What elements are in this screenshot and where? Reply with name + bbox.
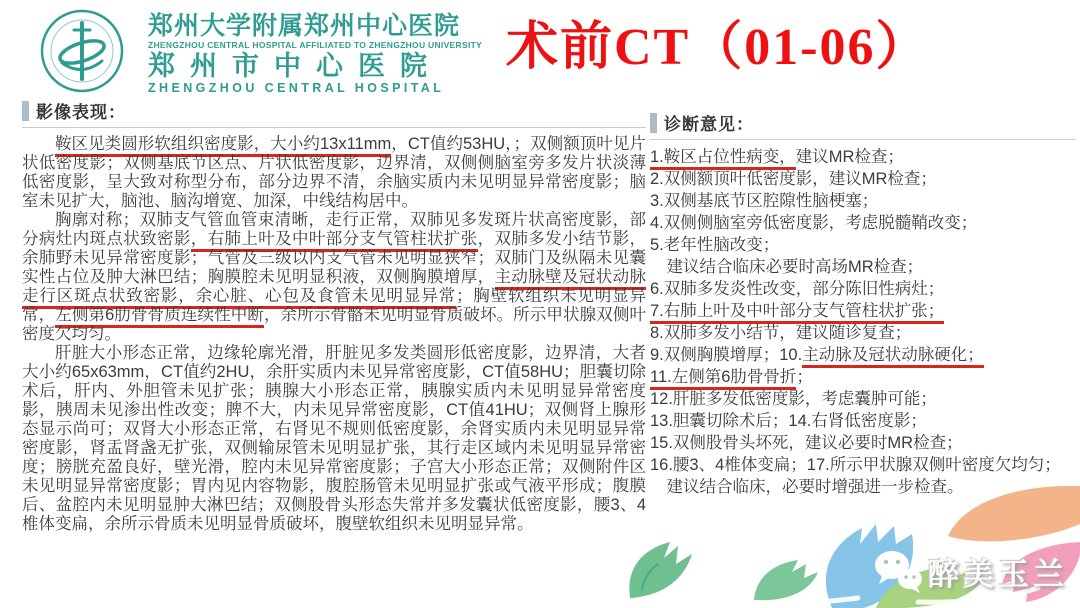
hospital-cn-line2: 郑州市中心医院 [148,51,442,81]
findings-paragraphs [22,135,646,534]
red-underlined-text: 1.鞍区占位性病变， [650,148,796,170]
text-block [650,322,1076,344]
text-segment: 9.双侧胸膜增厚；10. [650,346,803,364]
findings-section [22,98,646,534]
text-segment: 13.胆囊切除术后；14.右肾低密度影； [650,412,927,430]
text-segment: 建议MR检查； [795,148,904,166]
text-segment: ，双肺多发小结节影，余肺野未见异常密度影；气管及三级以内支气管未见明显狭窄；双肺门及纵隔未见囊实性占位及肿大淋巴结；胸膜腔未见明显积液，双侧胸膜增厚， [22,230,646,286]
text-block [650,366,1076,388]
red-underlined-text: 主动脉及冠状动脉硬化； [802,346,984,368]
wechat-icon [872,548,924,594]
text-block [650,146,1076,168]
text-segment: 建议结合临床，必要时增强进一步检查。 [650,478,964,496]
hospital-logo [24,8,140,94]
red-underlined-text: 左侧第6肋骨骨质连续性中断 [55,306,264,328]
findings-heading [22,98,646,128]
text-block [650,212,1076,234]
text-segment: 4.双侧侧脑室旁低密度影，考虑脱髓鞘改变； [650,214,978,232]
text-block [650,256,1076,278]
heading-bar [22,101,29,121]
diagnosis-heading-label: 诊断意见： [664,115,754,134]
text-block [650,432,1076,454]
red-underlined-text: 主动脉壁及冠状动脉走行区斑点状致密影，余心脏、心包及食管未见明显异常 [22,268,646,309]
text-block [650,278,1076,300]
text-block [22,211,646,344]
text-block [650,454,1076,476]
text-block [650,300,1076,322]
text-segment: 6.双肺多发炎性改变，部分陈旧性病灶； [650,280,945,298]
text-segment: ，CT值约53HU，；双侧额顶叶见片状低密度影；双侧基底节区点、片状低密度影，边界清，双侧侧脑室旁多发片状淡薄低密度影，呈大致对称型分布，部分边界不清，余脑实质内未见明显异常密度影；脑室未见扩大，脑池、脑沟增宽、加深，中线结构居中。 [22,135,646,210]
text-segment: 16.腰3、4椎体变扁；17.所示甲状腺双侧叶密度欠均匀； [650,456,1061,474]
text-block [22,135,646,211]
text-block [650,388,1076,410]
text-block [650,190,1076,212]
diagnosis-list [650,146,1076,498]
text-segment: ； [796,368,813,386]
text-segment: ；胸壁软组织未见明显异常， [22,287,647,324]
text-segment: 15.双侧股骨头坏死，建议必要时MR检查； [650,434,963,452]
red-underlined-text: 鞍区见类圆形软组织密度影，大小约13x11mm [55,135,391,157]
slide-title: 术前CT（01-06） [506,19,930,76]
text-segment: 3.双侧基底节区腔隙性脑梗塞； [650,192,879,210]
red-underlined-text: 7.右肺上叶及中叶部分支气管柱状扩张； [650,302,944,324]
text-block [22,344,646,534]
text-block [650,344,1076,366]
findings-heading-label: 影像表现： [36,103,126,122]
heading-bar [650,113,657,133]
text-block [650,168,1076,190]
text-segment: 肝脏大小形态正常，边缘轮廓光滑，肝脏见多发类圆形低密度影，边界清，大者大小约65x63mm，CT值约2HU，余肝实质内未见异常密度影，CT值58HU；胆囊切除术后，肝内、外胆管未见扩张；胰腺大小形态正常，胰腺实质内未见明显异常密度影，胰周未见渗出性改变；脾不大，内未见异常密度影，CT值41HU；双侧肾上腺形态显示尚可；双肾大小形态正常，右肾见不规则低密度影，余肾实质内未见明显异常密度影，肾盂肾盏无扩张，双侧输尿管未见明显扩张，其行走区域内未见明显异常密度；膀胱充盈良好，壁光滑，腔内未见异常密度影；子宫大小形态正常；双侧附件区未见明显异常密度影；胃内见内容物影，腹腔肠管未见明显扩张或气液平形成；腹膜后、盆腔内未见明显肿大淋巴结；双侧股骨头形态失常并多发囊状低密度影，腰3、4椎体变扁，余所示骨质未见明显骨质破坏，腹壁软组织未见明显异常。 [22,344,646,533]
text-segment: 建议结合临床必要时高场MR检查； [650,258,924,276]
watermark-label: 醉美玉兰 [928,556,1068,592]
text-segment: 胸廓对称；双肺支气管血管束清晰，走行正常，双肺见多发斑片状高密度影，部分病灶内斑点状致密影 [22,211,646,248]
hospital-name [148,12,483,96]
watermark [872,548,1068,594]
hospital-cn-line1: 郑州大学附属郑州中心医院 [148,12,461,40]
text-segment: 12.肝脏多发低密度影，考虑囊肿可能； [650,390,937,408]
diagnosis-heading [650,110,1076,140]
text-segment: 2.双侧额顶叶低密度影，建议MR检查； [650,170,937,188]
text-segment: 8.双肺多发小结节，建议随诊复查； [650,324,912,342]
hospital-en-line1: ZHENGZHOU CENTRAL HOSPITAL AFFILIATED TO ZHENGZHOU UNIVERSITY [148,40,483,50]
diagnosis-section [650,110,1076,498]
red-underlined-text: ，右肺上叶及中叶部分支气管柱状扩张 [191,230,478,252]
text-block [650,234,1076,256]
red-underlined-text: 11.左侧第6肋骨骨折 [650,368,796,390]
text-segment: 5.老年性脑改变； [650,236,780,254]
text-segment: ，余所示骨骼未见明显骨质破坏。所示甲状腺双侧叶密度欠均匀。 [22,306,647,343]
text-block [650,410,1076,432]
hospital-en-line2: ZHENGZHOU CENTRAL HOSPITAL [148,81,445,95]
